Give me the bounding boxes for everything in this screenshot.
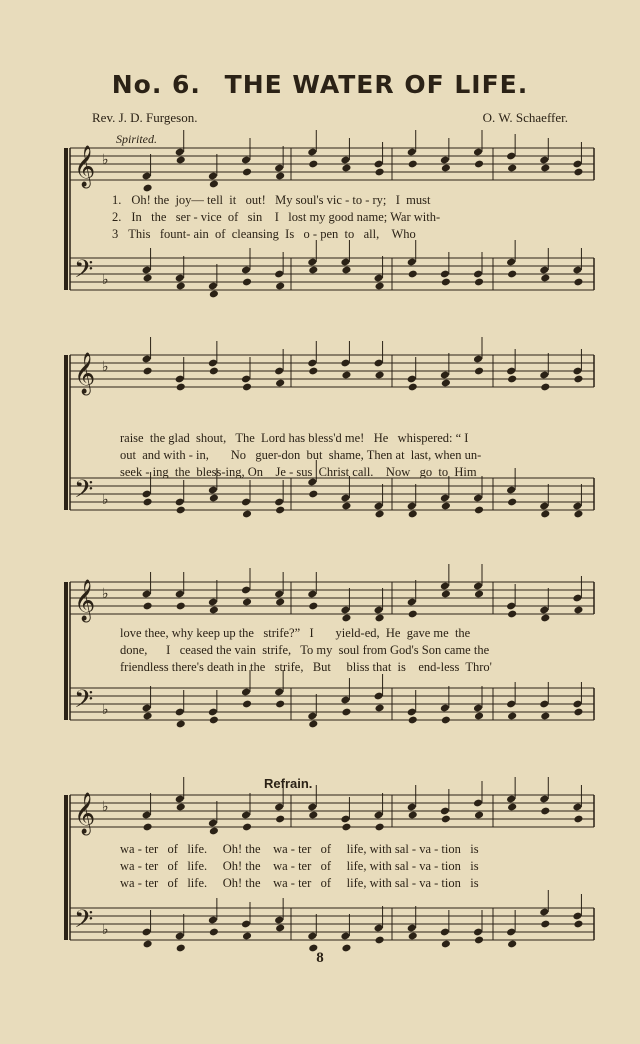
note-head [573, 708, 583, 717]
note-head [143, 823, 153, 832]
note-head [375, 282, 385, 291]
note-head [573, 510, 583, 519]
verse-number: 2. [112, 210, 122, 224]
refrain-label: Refrain. [264, 776, 313, 791]
treble-clef-icon: 𝄞 [74, 353, 96, 394]
note-head [375, 614, 385, 623]
note-head [408, 160, 418, 169]
note-head [176, 156, 186, 165]
lyric-text: wa - ter of life. Oh! the wa - ter of life, with sal - va - tion is [120, 876, 479, 890]
lyric-line [120, 626, 590, 641]
note-head [573, 815, 583, 824]
flat-icon: ♭ [102, 703, 109, 718]
bass-clef-icon: 𝄢 [74, 475, 94, 510]
note-head [275, 598, 285, 607]
note-head [507, 803, 517, 812]
note-head [408, 716, 418, 725]
note-head [408, 610, 418, 619]
lyric-text: wa - ter of life. Oh! the wa - ter of life, with sal - va - tion is [120, 859, 479, 873]
note-head [540, 510, 550, 519]
note-head [242, 932, 252, 941]
note-head [341, 164, 351, 173]
lyric-text: friendless there's death in the strife, But bliss that is end-less Thro' [120, 660, 492, 674]
note-head [308, 160, 318, 169]
note-head [474, 278, 484, 287]
bass-clef-icon: 𝄢 [74, 905, 94, 940]
lyric-line [120, 859, 590, 874]
lyric-line [112, 227, 582, 242]
lyric-line [120, 876, 590, 891]
hymn-number: No. 6. [111, 70, 201, 99]
note-head [375, 823, 385, 832]
flat-icon: ♭ [102, 360, 109, 375]
note-head [540, 383, 550, 392]
note-head [209, 494, 219, 503]
system-brace [64, 355, 68, 510]
note-head [573, 920, 583, 929]
note-head [242, 510, 252, 519]
flat-icon: ♭ [102, 273, 109, 288]
note-head [242, 598, 252, 607]
note-head [375, 936, 385, 945]
note-head [275, 282, 285, 291]
note-head [209, 180, 219, 189]
lyric-text: done, I ceased the vain strife, To my soul from God's Son came the [120, 643, 490, 657]
note-head [507, 375, 517, 384]
flat-icon: ♭ [102, 493, 109, 508]
note-head [441, 940, 451, 949]
note-head [474, 160, 484, 169]
note-head [308, 720, 318, 729]
bass-clef-icon: 𝄢 [74, 255, 94, 290]
note-head [242, 168, 252, 177]
note-head [341, 371, 351, 380]
note-head [308, 367, 318, 376]
lyric-text: Oh! the joy— tell it out! My soul's vic - to - ry; I must [131, 193, 431, 207]
note-head [540, 920, 550, 929]
system-brace [64, 148, 68, 290]
note-head [209, 606, 219, 615]
note-head [176, 282, 186, 291]
note-head [176, 602, 186, 611]
lyric-text: In the ser - vice of sin I lost my good name; War with- [131, 210, 441, 224]
note-head [507, 712, 517, 721]
note-head [375, 371, 385, 380]
note-head [308, 490, 318, 499]
note-head [242, 278, 252, 287]
note-head [143, 274, 153, 283]
note-head [275, 379, 285, 388]
note-head [176, 506, 186, 515]
note-head [242, 700, 252, 709]
note-head [209, 290, 219, 299]
note-head [242, 823, 252, 832]
verse-number: 1. [112, 193, 122, 207]
note-head [176, 720, 186, 729]
note-head [143, 940, 153, 949]
note-head [507, 610, 517, 619]
treble-clef-icon: 𝄞 [74, 580, 96, 621]
note-head [441, 502, 451, 511]
page-number: 8 [316, 950, 324, 966]
lyric-line [112, 193, 582, 208]
lyric-line [120, 643, 590, 658]
note-head [441, 164, 451, 173]
note-head [209, 928, 219, 937]
lyricist-credit: Rev. J. D. Furgeson. [92, 110, 198, 125]
note-head [408, 811, 418, 820]
note-head [408, 270, 418, 279]
hymn-title: THE WATER OF LIFE. [224, 70, 529, 99]
note-head [441, 590, 451, 599]
note-head [143, 367, 153, 376]
flat-icon: ♭ [102, 800, 109, 815]
lyric-text: love thee, why keep up the strife?” I yield-ed, He gave me the [120, 626, 471, 640]
note-head [209, 827, 219, 836]
note-head [540, 807, 550, 816]
note-head [275, 700, 285, 709]
lyric-line [120, 660, 590, 675]
note-head [209, 367, 219, 376]
note-head [507, 498, 517, 507]
lyric-text: wa - ter of life. Oh! the wa - ter of life, with sal - va - tion is [120, 842, 479, 856]
note-head [507, 940, 517, 949]
lyric-text: raise the glad shout, The Lord has bless'd me! He whispered: “ I [120, 431, 469, 445]
note-head [408, 510, 418, 519]
lyric-line [120, 448, 590, 463]
note-head [176, 383, 186, 392]
note-head [242, 383, 252, 392]
note-head [308, 266, 318, 275]
note-head [507, 164, 517, 173]
note-head [540, 712, 550, 721]
note-head [441, 379, 451, 388]
lyric-line [120, 842, 590, 857]
note-head [540, 614, 550, 623]
note-head [474, 712, 484, 721]
note-head [507, 270, 517, 279]
treble-clef-icon: 𝄞 [74, 146, 96, 187]
note-head [441, 716, 451, 725]
note-head [176, 803, 186, 812]
system-brace [64, 582, 68, 720]
note-head [275, 506, 285, 515]
treble-clef-icon: 𝄞 [74, 793, 96, 834]
composer-credit: O. W. Schaeffer. [482, 110, 568, 125]
note-head [474, 590, 484, 599]
note-head [341, 614, 351, 623]
note-head [375, 168, 385, 177]
note-head [275, 815, 285, 824]
note-head [474, 936, 484, 945]
note-head [143, 184, 153, 193]
note-head [441, 815, 451, 824]
tempo-marking: Spirited. [116, 132, 157, 146]
note-head [441, 278, 451, 287]
note-head [308, 811, 318, 820]
note-head [209, 716, 219, 725]
flat-icon: ♭ [102, 923, 109, 938]
lyric-text: seek - ing the bless-ing, On Je - sus Christ call. Now go to Him [120, 465, 477, 479]
flat-icon: ♭ [102, 153, 109, 168]
note-head [408, 932, 418, 941]
note-head [341, 266, 351, 275]
note-head [474, 506, 484, 515]
note-head [143, 602, 153, 611]
lyric-line [112, 210, 582, 225]
lyric-line [120, 465, 590, 480]
note-head [573, 375, 583, 384]
note-head [341, 708, 351, 717]
note-head [573, 606, 583, 615]
system-brace [64, 795, 68, 940]
note-head [275, 172, 285, 181]
note-head [375, 704, 385, 713]
note-head [143, 498, 153, 507]
lyric-line [120, 431, 590, 446]
note-head [341, 502, 351, 511]
lyric-text: This fount- ain of cleansing Is o - pen to all, Who [128, 227, 416, 241]
note-head [474, 367, 484, 376]
bass-clef-icon: 𝄢 [74, 685, 94, 720]
note-head [474, 811, 484, 820]
note-head [408, 383, 418, 392]
note-head [275, 924, 285, 933]
note-head [143, 712, 153, 721]
lyric-text: out and with - in, No guer-don but shame, Then at last, when un- [120, 448, 482, 462]
note-head [540, 164, 550, 173]
note-head [308, 602, 318, 611]
verse-number: 3 [112, 227, 119, 241]
flat-icon: ♭ [102, 587, 109, 602]
note-head [573, 278, 583, 287]
note-head [573, 168, 583, 177]
note-head [341, 823, 351, 832]
note-head [375, 510, 385, 519]
note-head [540, 274, 550, 283]
